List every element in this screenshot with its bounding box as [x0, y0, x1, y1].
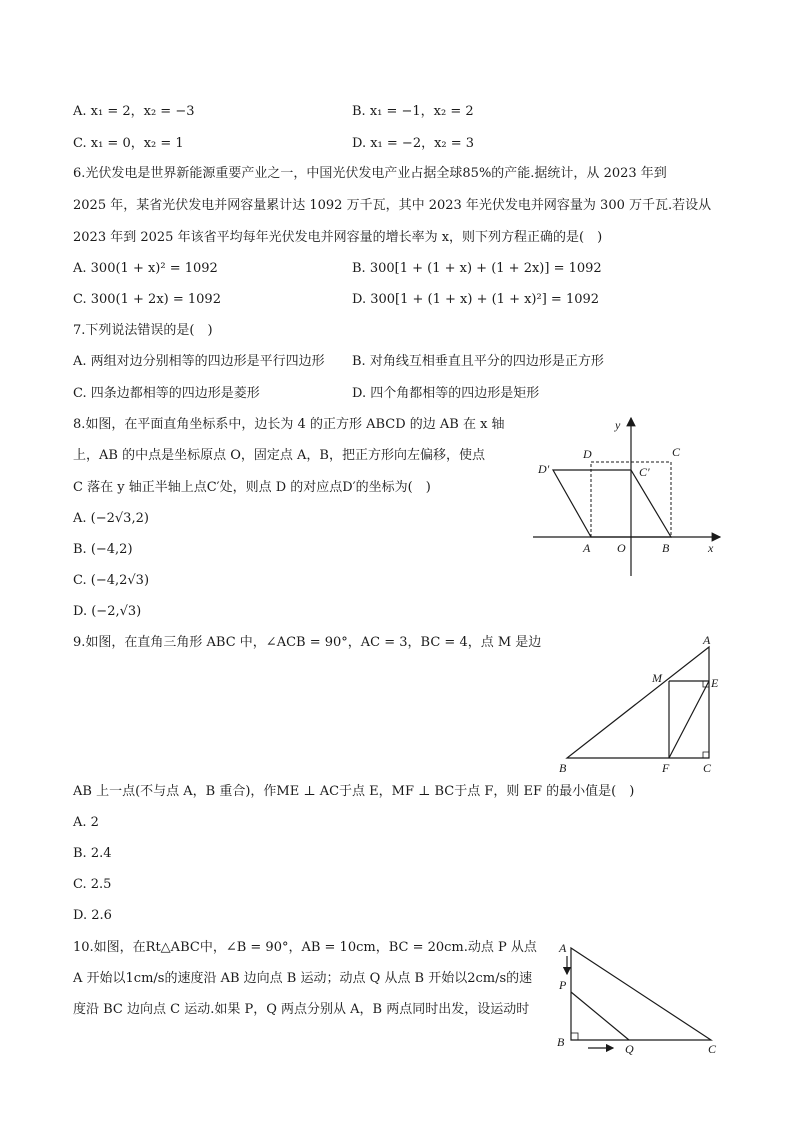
q7-option-a: A. 两组对边分别相等的四边形是平行四边形: [73, 354, 325, 369]
q9-option-c: C. 2.5: [73, 877, 112, 892]
q10-stem-line-2: A 开始以1cm/s的速度沿 AB 边向点 B 运动；动点 Q 从点 B 开始以2cm/s的速: [73, 971, 533, 986]
q8-option-a: A. (−2√3,2): [73, 511, 149, 526]
q7-option-c: C. 四条边都相等的四边形是菱形: [73, 386, 260, 401]
label-A: A: [559, 941, 567, 955]
q10-stem-line-1: 10.如图，在Rt△ABC中，∠B = 90°，AB = 10cm，BC = 20cm.动点 P 从点: [73, 940, 537, 955]
q5-option-b: B. x₁ = −1，x₂ = 2: [352, 104, 474, 119]
label-C: C: [708, 1042, 717, 1056]
label-B: B: [559, 761, 567, 775]
label-C: C: [672, 445, 681, 459]
triangle-ABC: [567, 647, 709, 758]
q9-stem-line-2: AB 上一点(不与点 A，B 重合)，作ME ⊥ AC于点 E，MF ⊥ BC于点 F，则 EF 的最小值是( ): [73, 784, 635, 799]
label-D-prime: D′: [538, 462, 550, 476]
label-Q: Q: [625, 1042, 634, 1056]
q5-option-a: A. x₁ = 2，x₂ = −3: [73, 104, 195, 119]
label-F: F: [662, 761, 670, 775]
q6-stem-line-2: 2025 年，某省光伏发电并网容量累计达 1092 万千瓦，其中 2023 年光伏发电并网容量为 300 万千瓦.若设从: [73, 198, 712, 213]
q8-option-b: B. (−4,2): [73, 542, 133, 557]
label-A: A: [583, 541, 591, 555]
q9-figure: [553, 633, 733, 778]
q7-option-d: D. 四个角都相等的四边形是矩形: [352, 386, 540, 401]
q8-option-c: C. (−4,2√3): [73, 573, 150, 588]
q6-stem-line-3: 2023 年到 2025 年该省平均每年光伏发电并网容量的增长率为 x，则下列方程正确的是( ): [73, 230, 603, 245]
q5-option-d: D. x₁ = −2，x₂ = 3: [352, 136, 475, 151]
label-E: E: [711, 676, 719, 690]
q8-stem-line-3: C 落在 y 轴正半轴上点C′处，则点 D 的对应点D′的坐标为( ): [73, 480, 431, 495]
q5-option-c: C. x₁ = 0，x₂ = 1: [73, 136, 184, 151]
q7-stem: 7.下列说法错误的是( ): [73, 323, 213, 338]
q8-stem-line-2: 上，AB 的中点是坐标原点 O，固定点 A，B，把正方形向左偏移，使点: [73, 448, 485, 463]
q6-stem-line-1: 6.光伏发电是世界新能源重要产业之一，中国光伏发电产业占据全球85%的产能.据统计，从 2023 年到: [73, 166, 667, 181]
segment-PQ: [571, 992, 629, 1040]
q7-option-b: B. 对角线互相垂直且平分的四边形是正方形: [352, 354, 604, 369]
triangle-ABC: [571, 948, 711, 1040]
q9-option-b: B. 2.4: [73, 846, 112, 861]
q6-option-c: C. 300(1 + 2x) = 1092: [73, 292, 221, 307]
q8-option-d: D. (−2,√3): [73, 604, 142, 619]
label-B: B: [662, 541, 670, 555]
q6-option-a: A. 300(1 + x)² = 1092: [73, 261, 218, 276]
label-C-prime: C′: [639, 465, 650, 479]
label-D: D: [583, 447, 592, 461]
label-y: y: [615, 418, 621, 432]
label-M: M: [652, 671, 662, 685]
label-A: A: [703, 633, 711, 647]
label-x: x: [708, 541, 714, 555]
label-B: B: [557, 1035, 565, 1049]
q8-stem-line-1: 8.如图，在平面直角坐标系中，边长为 4 的正方形 ABCD 的边 AB 在 x 轴: [73, 417, 505, 432]
q10-figure: [553, 936, 733, 1058]
segment-EF: [669, 681, 709, 758]
q9-stem-line-1: 9.如图，在直角三角形 ABC 中，∠ACB = 90°，AC = 3，BC = 4，点 M 是边: [73, 635, 542, 650]
q9-option-a: A. 2: [73, 815, 99, 830]
shifted-parallelogram: [553, 470, 671, 537]
q6-option-b: B. 300[1 + (1 + x) + (1 + 2x)] = 1092: [352, 261, 602, 276]
label-C: C: [703, 761, 712, 775]
q10-stem-line-3: 度沿 BC 边向点 C 运动.如果 P，Q 两点分别从 A，B 两点同时出发，设运动时: [73, 1002, 530, 1017]
label-O: O: [617, 541, 626, 555]
q9-option-d: D. 2.6: [73, 908, 112, 923]
label-P: P: [559, 978, 567, 992]
q6-option-d: D. 300[1 + (1 + x) + (1 + x)²] = 1092: [352, 292, 600, 307]
q8-figure: [525, 410, 730, 580]
